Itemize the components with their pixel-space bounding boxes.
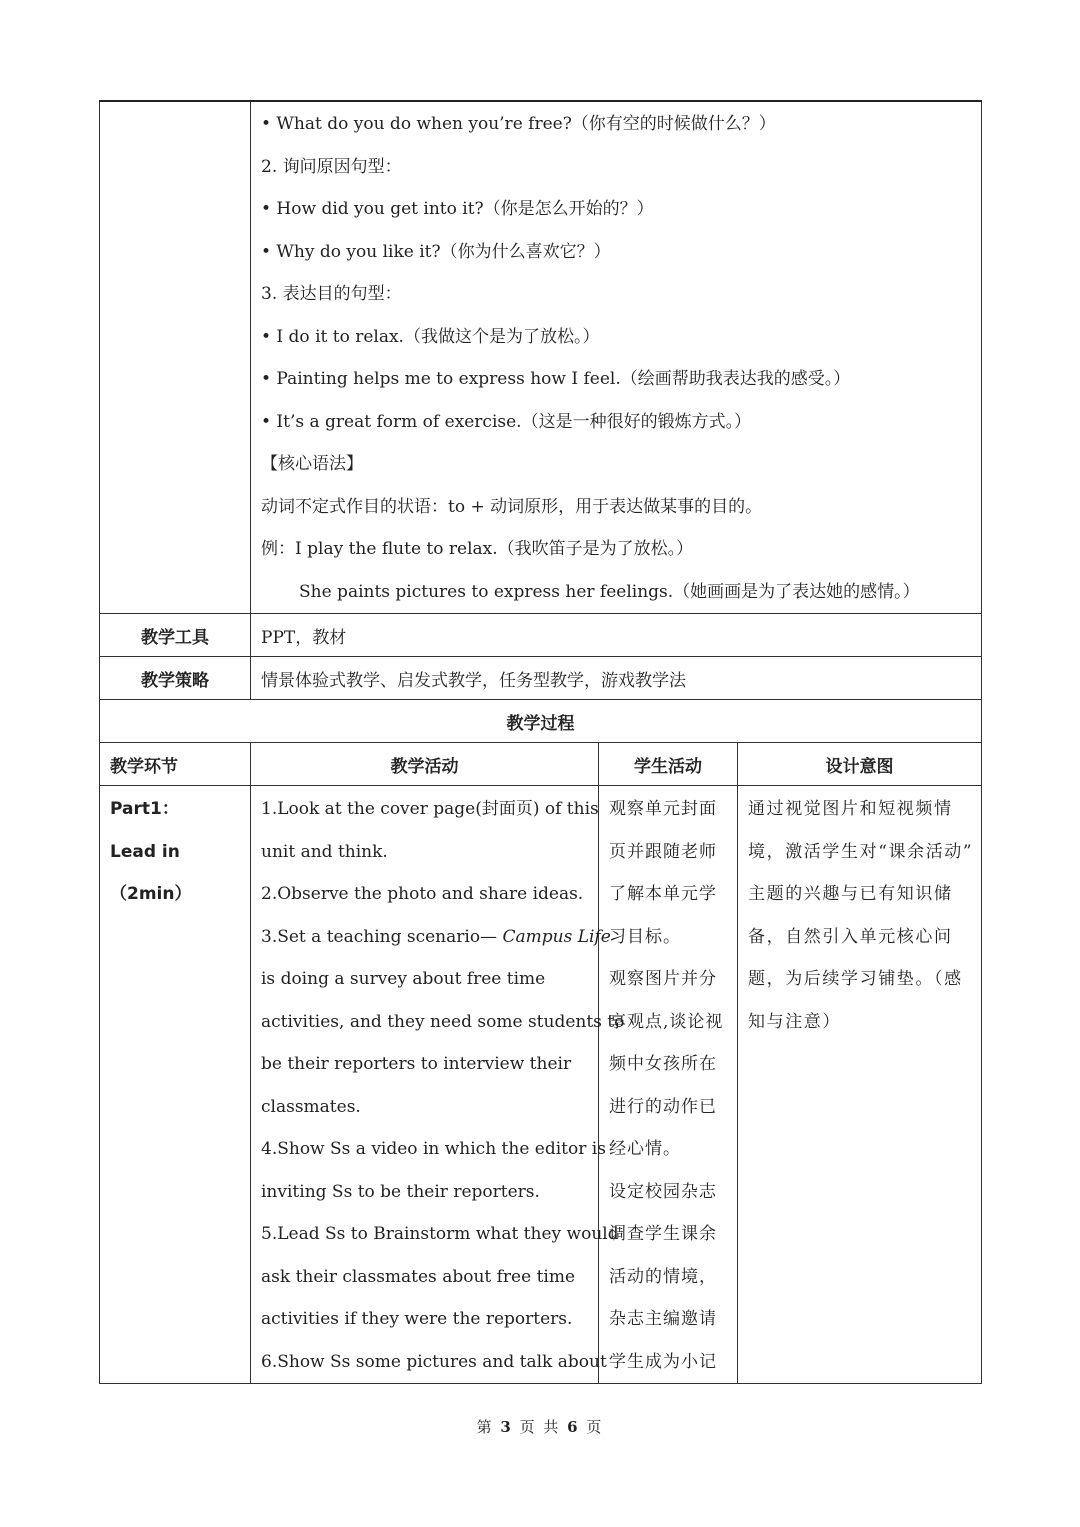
- activity-line: be their reporters to interview their: [261, 1054, 572, 1074]
- footer-suffix: 页: [586, 1418, 604, 1436]
- student-line: 进行的动作已: [609, 1096, 717, 1117]
- activity-line: classmates.: [261, 1096, 361, 1117]
- tools-label: 教学工具: [100, 614, 251, 657]
- header-stage: 教学环节: [100, 743, 251, 786]
- design-line: 备，自然引入单元核心问: [748, 926, 953, 947]
- activity-line: 1.Look at the cover page(封面页) of this: [261, 799, 599, 819]
- student-line: 频中女孩所在: [609, 1054, 717, 1074]
- strategy-row: [100, 657, 982, 700]
- footer-total-pages: 6: [567, 1418, 580, 1436]
- activity-line: activities if they were the reporters.: [261, 1309, 573, 1329]
- process-title-row: [100, 700, 982, 743]
- content-line: • What do you do when you’re free?（你有空的时候做什么？）: [261, 114, 776, 134]
- student-line: 观察图片并分: [609, 969, 717, 989]
- tools-row: [100, 614, 982, 657]
- content-line: 3. 表达目的句型：: [261, 284, 402, 304]
- design-line: 知与注意）: [748, 1011, 841, 1032]
- content-line: • It’s a great form of exercise.（这是一种很好的锻炼方式。）: [261, 411, 752, 432]
- stage-line: Part1：: [110, 799, 179, 819]
- activity-line-text: 3.Set a teaching scenario—: [261, 926, 498, 947]
- footer-prefix: 第: [476, 1418, 494, 1436]
- activity-line: 6.Show Ss some pictures and talk about: [261, 1351, 607, 1372]
- stage-line: （2min）: [110, 884, 192, 904]
- content-line: • How did you get into it?（你是怎么开始的？）: [261, 199, 654, 219]
- content-line: • Painting helps me to express how I feel.（绘画帮助我表达我的感受。）: [261, 369, 851, 389]
- content-line: • I do it to relax.（我做这个是为了放松。）: [261, 326, 600, 347]
- stage-line: Lead in: [110, 841, 180, 862]
- part1-stage-cell: [100, 786, 251, 1384]
- student-line: 活动的情境，: [609, 1266, 717, 1287]
- strategy-value: 情景体验式教学、启发式教学，任务型教学，游戏教学法: [251, 657, 982, 700]
- footer-middle: 页 共: [519, 1418, 561, 1436]
- activity-line: ask their classmates about free time: [261, 1266, 576, 1287]
- activity-line: inviting Ss to be their reporters.: [261, 1181, 540, 1202]
- activity-line: 2.Observe the photo and share ideas.: [261, 884, 584, 904]
- student-line: 享观点,谈论视: [609, 1011, 724, 1032]
- student-line: 观察单元封面: [609, 799, 717, 819]
- campus-life-title: Campus Life: [502, 926, 611, 947]
- process-title: 教学过程: [100, 700, 982, 743]
- activity-line: activities, and they need some students to: [261, 1011, 625, 1032]
- student-line: 习目标。: [609, 926, 681, 947]
- student-line: 设定校园杂志: [609, 1181, 717, 1202]
- activity-line: unit and think.: [261, 841, 388, 862]
- student-line: 了解本单元学: [609, 884, 717, 904]
- activity-line: 4.Show Ss a video in which the editor is: [261, 1139, 606, 1159]
- language-row: [100, 101, 982, 614]
- strategy-label: 教学策略: [100, 657, 251, 700]
- student-line: 调查学生课余: [609, 1224, 717, 1244]
- lesson-plan-table: [99, 100, 982, 1384]
- tools-value: PPT，教材: [251, 614, 982, 657]
- part1-design-cell: [738, 786, 982, 1384]
- part1-activity-cell: [251, 786, 625, 1384]
- example-line: 例：I play the flute to relax.（我吹笛子是为了放松。）: [261, 539, 694, 559]
- part1-row: [100, 786, 982, 1384]
- content-line: • Why do you like it?（你为什么喜欢它？）: [261, 241, 611, 262]
- page-footer: [0, 1416, 1080, 1437]
- content-line: 2. 询问原因句型：: [261, 156, 402, 177]
- header-teacher-activity: 教学活动: [251, 743, 599, 786]
- activity-line-scenario: [261, 916, 611, 959]
- student-line: 杂志主编邀请: [609, 1309, 717, 1329]
- part1-student-cell: [599, 786, 738, 1384]
- grammar-heading: 【核心语法】: [261, 454, 363, 474]
- example-line: She paints pictures to express her feelings.（她画画是为了表达她的感情。）: [299, 581, 920, 602]
- content-line: 动词不定式作目的状语：to + 动词原形，用于表达做某事的目的。: [261, 496, 763, 517]
- student-line: 学生成为小记: [609, 1351, 717, 1372]
- footer-page-number: 3: [500, 1418, 513, 1436]
- language-content-cell: [251, 101, 982, 614]
- design-line: 主题的兴趣与已有知识储: [748, 884, 953, 904]
- student-line: 经心情。: [609, 1139, 681, 1159]
- process-header-row: [100, 743, 982, 786]
- design-line: 境，激活学生对“课余活动”: [748, 841, 974, 862]
- activity-line: 5.Lead Ss to Brainstorm what they would: [261, 1224, 619, 1244]
- design-line: 通过视觉图片和短视频情: [748, 799, 953, 819]
- header-design-intent: 设计意图: [738, 743, 982, 786]
- header-student-activity: 学生活动: [599, 743, 738, 786]
- language-label-cell: [100, 101, 251, 614]
- activity-line: is doing a survey about free time: [261, 969, 546, 989]
- student-line: 页并跟随老师: [609, 841, 717, 862]
- design-line: 题，为后续学习铺垫。（感: [748, 969, 963, 989]
